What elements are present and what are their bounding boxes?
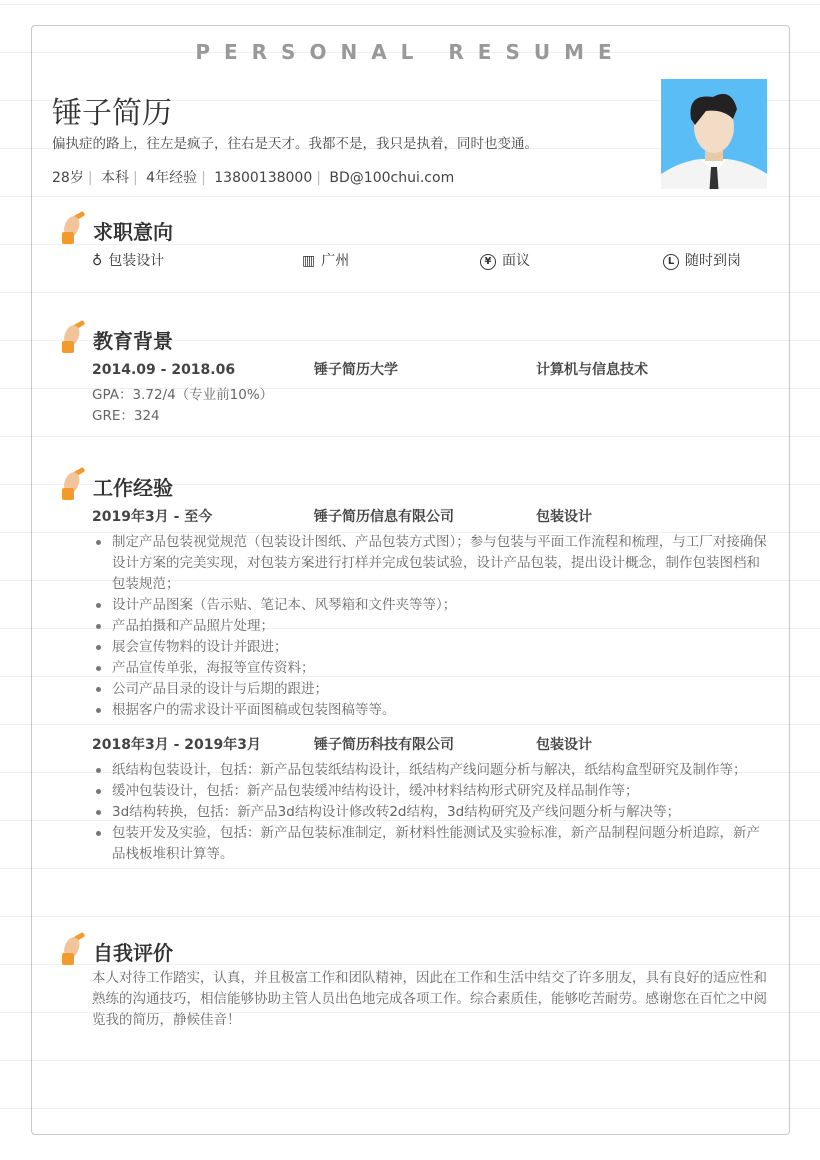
candidate-name: 锤子简历 (52, 96, 172, 131)
job-role: 包装设计 (536, 737, 592, 753)
section-title: 自我评价 (93, 940, 173, 965)
age: 28岁 (52, 170, 84, 186)
edu-date: 2014.09 - 2018.06 (92, 362, 236, 378)
job-duties (92, 532, 769, 721)
edu-school: 锤子简历大学 (314, 362, 398, 378)
job-duties (92, 760, 769, 865)
list-item: 公司产品目录的设计与后期的跟进； (92, 679, 769, 700)
section-intent (59, 213, 741, 272)
hand-pen-icon (59, 935, 85, 967)
list-item: 产品拍摄和产品照片处理； (92, 616, 769, 637)
hand-pen-icon (59, 470, 85, 502)
section-title: 求职意向 (93, 219, 173, 244)
section-work (59, 469, 769, 865)
hand-pen-icon (59, 214, 85, 246)
list-item: 展会宣传物料的设计并跟进； (92, 637, 769, 658)
gre: GRE：324 (92, 408, 160, 424)
intent-city: ▥ 广州 (302, 251, 480, 272)
section-title: 工作经验 (93, 475, 173, 500)
section-self-evaluation (59, 934, 769, 1031)
tie-icon: ♁ (92, 253, 103, 269)
list-item: 缓冲包装设计，包括：新产品包装缓冲结构设计，缓冲材料结构形式研究及样品制作等； (92, 781, 769, 802)
job-company: 锤子简历信息有限公司 (314, 509, 454, 525)
phone: 13800138000 (214, 170, 313, 186)
email: BD@100chui.com (329, 170, 455, 186)
basic-info: 28岁 | 本科 | 4年经验 | 13800138000 | BD@100chui.com (52, 170, 455, 186)
job-date: 2019年3月 - 至今 (92, 509, 213, 525)
motto: 偏执症的路上，往左是疯子，往右是天才。我都不是，我只是执着，同时也变通。 (52, 136, 538, 152)
gpa: GPA：3.72/4（专业前10%） (92, 387, 274, 403)
intent-availability: L 随时到岗 (663, 251, 741, 272)
list-item: 根据客户的需求设计平面图稿或包装图稿等等。 (92, 700, 769, 721)
hand-pen-icon (59, 323, 85, 355)
section-title: 教育背景 (93, 328, 173, 353)
list-item: 3d结构转换，包括：新产品3d结构设计修改转2d结构，3d结构研究及产线问题分析与解决等； (92, 802, 769, 823)
banner: PERSONAL RESUME (195, 40, 626, 64)
job-role: 包装设计 (536, 509, 592, 525)
list-item: 设计产品图案（告示贴、笔记本、风琴箱和文件夹等等）； (92, 595, 769, 616)
avatar (661, 79, 767, 189)
building-icon: ▥ (302, 253, 316, 269)
degree: 本科 (101, 170, 129, 186)
section-education (59, 322, 769, 427)
list-item: 包装开发及实验，包括：新产品包装标准制定，新材料性能测试及实验标准，新产品制程问题分析追踪，新产品栈板堆积计算等。 (92, 823, 769, 865)
self-evaluation-text: 本人对待工作踏实，认真，并且极富工作和团队精神，因此在工作和生活中结交了许多朋友，具有良好的适应性和熟练的沟通技巧，相信能够协助主管人员出色地完成各项工作。综合素质佳，能够吃苦耐劳。感谢您在百忙之中阅览我的简历，静候佳音！ (92, 970, 767, 1028)
intent-salary: ¥ 面议 (480, 251, 663, 272)
clock-icon: L (663, 254, 679, 270)
resume-page (31, 25, 790, 1135)
list-item: 制定产品包装视觉规范（包装设计图纸、产品包装方式图）；参与包装与平面工作流程和梳理，与工厂对接确保设计方案的完美实现，对包装方案进行打样并完成包装试验，设计产品包装，提出设计概念，制作包装图档和包装规范； (92, 532, 769, 595)
list-item: 纸结构包装设计，包括：新产品包装纸结构设计，纸结构产线问题分析与解决，纸结构盒型研究及制作等； (92, 760, 769, 781)
intent-position: ♁ 包装设计 (92, 251, 302, 272)
yen-icon: ¥ (480, 254, 496, 270)
list-item: 产品宣传单张，海报等宣传资料； (92, 658, 769, 679)
experience: 4年经验 (146, 170, 198, 186)
job-company: 锤子简历科技有限公司 (314, 737, 454, 753)
job-date: 2018年3月 - 2019年3月 (92, 737, 261, 753)
edu-major: 计算机与信息技术 (536, 362, 648, 378)
